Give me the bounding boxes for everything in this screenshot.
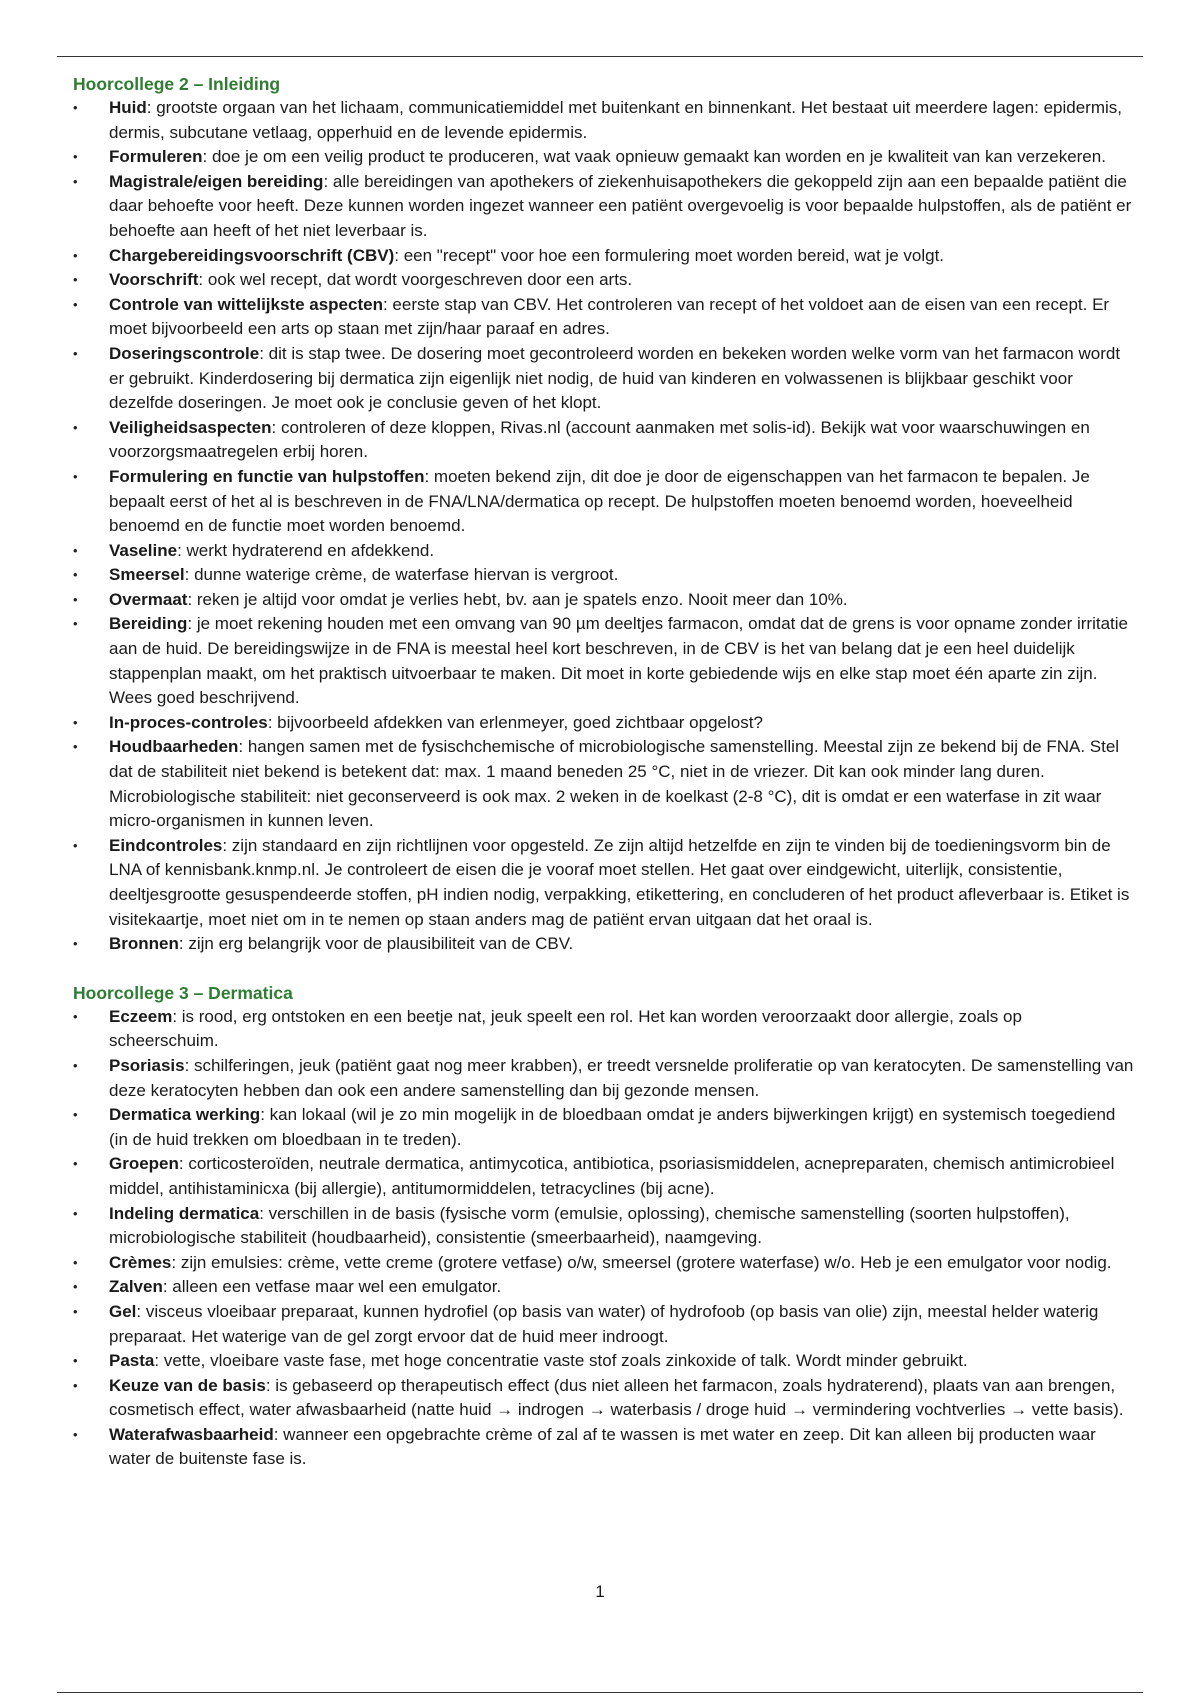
list-item [73,735,1135,833]
item-description: : is rood, erg ontstoken en een beetje nat, jeuk speelt een rol. Het kan worden veroorzaakt door allergie, zoals op scheerschuim. [109,1006,1022,1051]
document-body [73,72,1135,1472]
item-term: Vaseline [109,540,178,560]
item-description: : alleen een vetfase maar wel een emulgator. [162,1277,502,1297]
item-description: : reken je altijd voor omdat je verlies hebt, bv. aan je spatels enzo. Nooit meer dan 10%. [187,589,848,609]
page-number: 1 [595,1582,605,1601]
list-item [73,1005,1135,1054]
item-description: : visceus vloeibaar preparaat, kunnen hydrofiel (op basis van water) of hydrofoob (op basis van olie) zijn, meestal helder waterig preparaat. Het waterige van de gel zorgt ervoor dat de huid meer indroogt. [109,1301,1099,1346]
list-item [73,1103,1135,1152]
item-term: Eindcontroles [109,835,223,855]
item-description: : bijvoorbeeld afdekken van erlenmeyer, goed zichtbaar opgelost? [267,712,763,732]
list-item [73,96,1135,145]
footer-rule [57,1692,1143,1693]
item-description: : alle bereidingen van apothekers of ziekenhuisapothekers die gekoppeld zijn aan een bepaalde patiënt die daar behoefte voor heeft. Deze kunnen worden ingezet wanneer een patiënt overgevoelig is voor bepaalde hulpstoffen, als de patiënt er behoefte aan heeft of het niet leverbaar is. [109,171,1132,240]
item-description: : wanneer een opgebrachte crème of zal af te wassen is met water en zeep. Dit kan alleen bij producten waar water de buitenste fase is. [109,1424,1096,1469]
list-item [73,1251,1135,1276]
list-item [73,293,1135,342]
item-term: In-proces-controles [109,712,268,732]
item-term: Zalven [109,1277,163,1297]
item-term: Gel [109,1301,137,1321]
item-term: Formulering en functie van hulpstoffen [109,466,425,486]
list-item [73,1423,1135,1472]
list-item [73,539,1135,564]
item-term: Pasta [109,1351,155,1371]
item-description: : doe je om een veilig product te produceren, wat vaak opnieuw gemaakt kan worden en je kwaliteit van kan verzekeren. [202,147,1106,167]
list-item [73,145,1135,170]
list-item [73,268,1135,293]
item-term: Keuze van de basis [109,1375,266,1395]
item-term: Houdbaarheden [109,737,239,757]
list-item [73,834,1135,932]
item-description: : kan lokaal (wil je zo min mogelijk in de bloedbaan omdat je anders bijwerkingen krijgt) en systemisch toegediend (in de huid trekken om bloedbaan in te treden). [109,1105,1116,1149]
list-item [73,1300,1135,1349]
item-term: Groepen [109,1154,179,1174]
item-term: Chargebereidingsvoorschrift (CBV) [109,245,395,265]
list-item [73,416,1135,465]
bullet-list [73,96,1135,957]
section-title: Hoorcollege 2 – Inleiding [73,74,281,94]
item-term: Magistrale/eigen bereiding [109,171,324,191]
list-item [73,1054,1135,1103]
item-description: : dit is stap twee. De dosering moet gecontroleerd worden en bekeken worden welke vorm van het farmacon wordt er gebruikt. Kinderdosering bij dermatica zijn eigenlijk niet nodig, de huid van kinderen en volwassenen is blijkbaar geschikt voor dezelfde doseringen. Je moet ook je conclusie geven of het klopt. [109,343,1121,413]
item-description: : een "recept" voor hoe een formulering moet worden bereid, wat je volgt. [394,245,945,265]
item-description: : is gebaseerd op therapeutisch effect (dus niet alleen het farmacon, zoals hydraterend), plaats van aan brengen, cosmetisch effect, water afwasbaarheid (natte huid → indrogen → waterbasis / droge huid → vermindering vochtverlies → vette basis). [109,1375,1124,1420]
item-description: : schilferingen, jeuk (patiënt gaat nog meer krabben), er treedt versnelde proliferatie op van keratocyten. De samenstelling van deze keratocyten hebben dan ook een andere samenstelling dan bij gezonde mensen. [109,1055,1134,1100]
item-term: Controle van wittelijkste aspecten [109,294,383,314]
item-description: : zijn erg belangrijk voor de plausibiliteit van de CBV. [178,934,574,954]
item-term: Indeling dermatica [109,1203,260,1223]
item-description: : werkt hydraterend en afdekkend. [177,540,435,560]
item-description: : vette, vloeibare vaste fase, met hoge concentratie vaste stof zoals zinkoxide of talk. Wordt minder gebruikt. [154,1351,968,1371]
item-term: Veiligheidsaspecten [109,417,272,437]
list-item [73,465,1135,539]
list-item [73,1152,1135,1201]
list-item [73,1202,1135,1251]
item-description: : ook wel recept, dat wordt voorgeschreven door een arts. [198,270,633,290]
list-item [73,170,1135,244]
item-term: Formuleren [109,147,203,167]
list-item [73,612,1135,710]
item-term: Dermatica werking [109,1105,261,1125]
item-description: : corticosteroïden, neutrale dermatica, antimycotica, antibiotica, psoriasismiddelen, acnepreparaten, chemisch antimicrobieel middel, antihistaminicxa (bij allergie), antitumormiddelen, tetracyclines (bij acne). [109,1154,1115,1198]
list-item [73,1275,1135,1300]
item-term: Doseringscontrole [109,343,260,363]
item-term: Overmaat [109,589,188,609]
item-term: Huid [109,98,147,117]
item-term: Eczeem [109,1006,173,1026]
item-description: : zijn emulsies: crème, vette creme (grotere vetfase) o/w, smeersel (grotere waterfase) w/o. Heb je een emulgator voor nodig. [171,1252,1112,1272]
item-term: Crèmes [109,1252,172,1272]
item-description: : moeten bekend zijn, dit doe je door de eigenschappen van het farmacon te bepalen. Je bepaalt eerst of het al is beschreven in de FNA/LNA/dermatica op recept. De hulpstoffen moeten benoemd worden, hoeveelheid benoemd en de functie moet worden benoemd. [109,466,1090,536]
item-term: Voorschrift [109,270,199,290]
list-item [73,342,1135,416]
item-term: Psoriasis [109,1055,185,1075]
item-term: Bronnen [109,934,179,954]
section-hoorcollege-2 [73,72,1135,957]
list-item [73,563,1135,588]
item-description: : je moet rekening houden met een omvang van 90 µm deeltjes farmacon, omdat dat de grens is voor opname zonder irritatie aan de huid. De bereidingswijze in de FNA is meestal heel kort beschreven, in de CBV is het van belang dat je een heel duidelijk stappenplan maakt, om het praktisch uitvoerbaar te maken. Dit moet in korte gebiedende wijs en elke stap moet één aparte zin zijn. Wees goed beschrijvend. [109,614,1129,708]
section-title: Hoorcollege 3 – Dermatica [73,982,293,1003]
item-description: : controleren of deze kloppen, Rivas.nl (account aanmaken met solis-id). Bekijk wat voor waarschuwingen en voorzorgsmaatregelen erbij horen. [109,417,1090,462]
list-item [73,932,1135,957]
item-term: Waterafwasbaarheid [109,1424,274,1444]
list-item [73,711,1135,736]
list-item [73,1374,1135,1423]
item-description: : hangen samen met de fysischchemische of microbiologische samenstelling. Meestal zijn ze bekend bij de FNA. Stel dat de stabiliteit niet bekend is betekent dat: max. 1 maand beneden 25 °C, niet in de vriezer. Dit kan ook minder lang duren. Microbiologische stabiliteit: niet geconserveerd is ook max. 2 weken in de koelkast (2-8 °C), dit is omdat er een waterfase in zit waar micro-organismen in kunnen leven. [109,737,1120,831]
list-item [73,244,1135,269]
list-item [73,588,1135,613]
item-description: : verschillen in de basis (fysische vorm (emulsie, oplossing), chemische samenstelling (soorten hulpstoffen), microbiologische stabiliteit (houdbaarheid), consistentie (smeerbaarheid), naamgeving. [109,1203,1070,1248]
bullet-list [73,1005,1135,1472]
list-item [73,1349,1135,1374]
item-term: Bereiding [109,614,188,634]
item-description: : grootste orgaan van het lichaam, communicatiemiddel met buitenkant en binnenkant. Het bestaat uit meerdere lagen: epidermis, dermis, subcutane vetlaag, opperhuid en de levende epidermis. [109,98,1122,142]
item-description: : dunne waterige crème, de waterfase hiervan is vergroot. [184,565,619,585]
item-description: : eerste stap van CBV. Het controleren van recept of het voldoet aan de eisen van een recept. Er moet bijvoorbeeld een arts op staan met zijn/haar paraaf en adres. [109,294,1110,339]
item-term: Smeersel [109,565,185,585]
section-hoorcollege-3 [73,981,1135,1472]
item-description: : zijn standaard en zijn richtlijnen voor opgesteld. Ze zijn altijd hetzelfde en zijn te vinden bij de toedieningsvorm bin de LNA of kennisbank.knmp.nl. Je controleert de eisen die je vooraf moet stellen. Het gaat over eindgewicht, uiterlijk, consistentie, deeltjesgrootte gesuspendeerde stoffen, pH indien nodig, verpakking, etikettering, en concluderen of het product afleverbaar is. Etiket is visitekaartje, moet niet om in te nemen op staan anders mag de patiënt ervan uitgaan dat het oraal is. [109,835,1130,929]
header-rule [57,56,1143,57]
